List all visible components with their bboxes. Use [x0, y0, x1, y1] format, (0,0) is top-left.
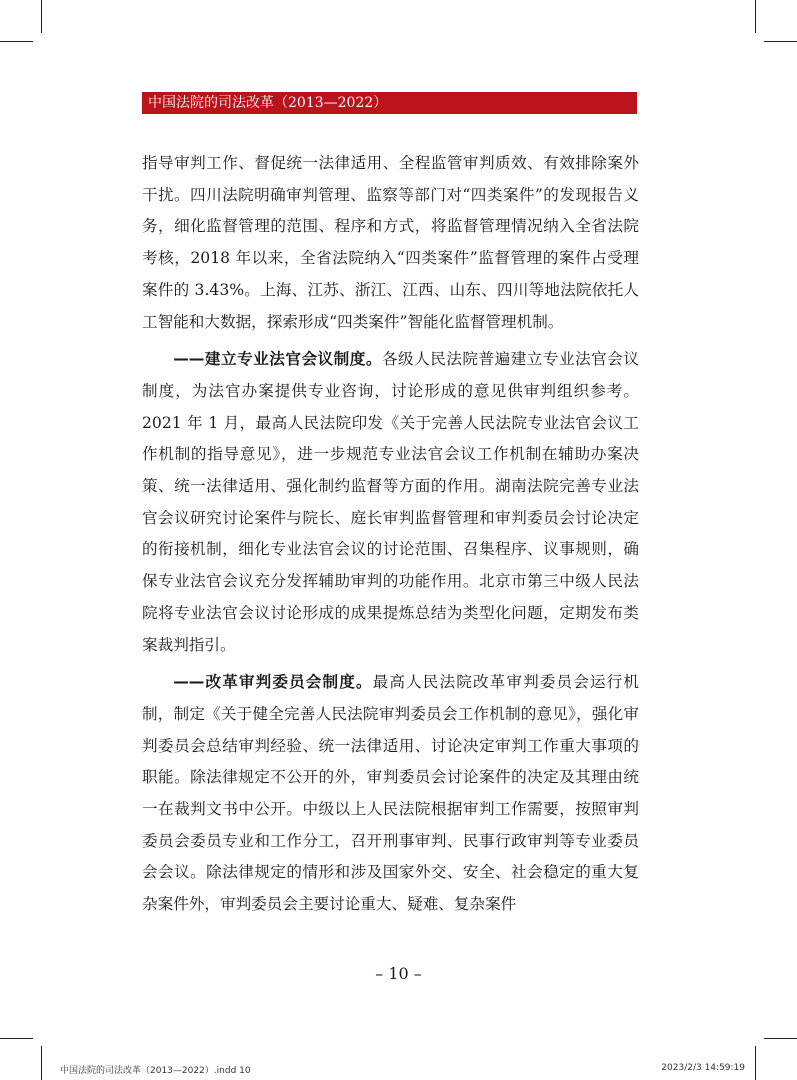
body-text: [142, 148, 639, 921]
footer-timestamp: 2023/2/3 14:59:19: [661, 1063, 745, 1073]
paragraph-text: 指导审判工作、督促统一法律适用、全程监管审判质效、有效排除案外干扰。四川法院明确审判管理、监察等部门对“四类案件”的发现报告义务，细化监督管理的范围、程序和方式，将监督管理情况纳入全省法院考核，2018 年以来，全省法院纳入“四类案件”监督管理的案件占受理案件的 3.43%。上海、江苏、浙江、江西、山东、四川等地法院依托人工智能和大数据，探索形成“四类案件”智能化监督管理机制。: [142, 154, 639, 331]
section-lead: ——改革审判委员会制度。: [173, 673, 373, 692]
paragraph: [142, 344, 639, 661]
section-lead: ——建立专业法官会议制度。: [173, 350, 382, 369]
crop-mark: [41, 0, 42, 33]
paragraph: [142, 667, 639, 921]
crop-mark: [755, 1046, 756, 1080]
page-number: – 10 –: [375, 964, 422, 983]
crop-mark: [755, 0, 756, 33]
footer-file-info: 中国法院的司法改革（2013—2022）.indd 10: [60, 1066, 251, 1076]
crop-mark: [41, 1046, 42, 1080]
crop-mark: [764, 1038, 797, 1039]
paragraph-text: 各级人民法院普遍建立专业法官会议制度，为法官办案提供专业咨询，讨论形成的意见供审判组织参考。2021 年 1 月，最高人民法院印发《关于完善人民法院专业法官会议工作机制的指导意见》，进一步规范专业法官会议工作机制在辅助办案决策、统一法律适用、强化制约监督等方面的作用。湖南法院完善专业法官会议研究讨论案件与院长、庭长审判监督管理和审判委员会讨论决定的衔接机制，细化专业法官会议的讨论范围、召集程序、议事规则，确保专业法官会议充分发挥辅助审判的功能作用。北京市第三中级人民法院将专业法官会议讨论形成的成果提炼总结为类型化问题，定期发布类案裁判指引。: [142, 350, 639, 654]
paragraph-text: 最高人民法院改革审判委员会运行机制，制定《关于健全完善人民法院审判委员会工作机制的意见》，强化审判委员会总结审判经验、统一法律适用、讨论决定审判工作重大事项的职能。除法律规定不公开的外，审判委员会讨论案件的决定及其理由统一在裁判文书中公开。中级以上人民法院根据审判工作需要，按照审判委员会委员专业和工作分工，召开刑事审判、民事行政审判等专业委员会会议。除法律规定的情形和涉及国家外交、安全、社会稳定的重大复杂案件外，审判委员会主要讨论重大、疑难、复杂案件: [142, 673, 639, 914]
header-title: 中国法院的司法改革（2013—2022）: [148, 95, 388, 111]
crop-mark: [0, 41, 33, 42]
crop-mark: [0, 1038, 33, 1039]
crop-mark: [764, 41, 797, 42]
paragraph: [142, 148, 639, 338]
running-header: [142, 92, 637, 114]
